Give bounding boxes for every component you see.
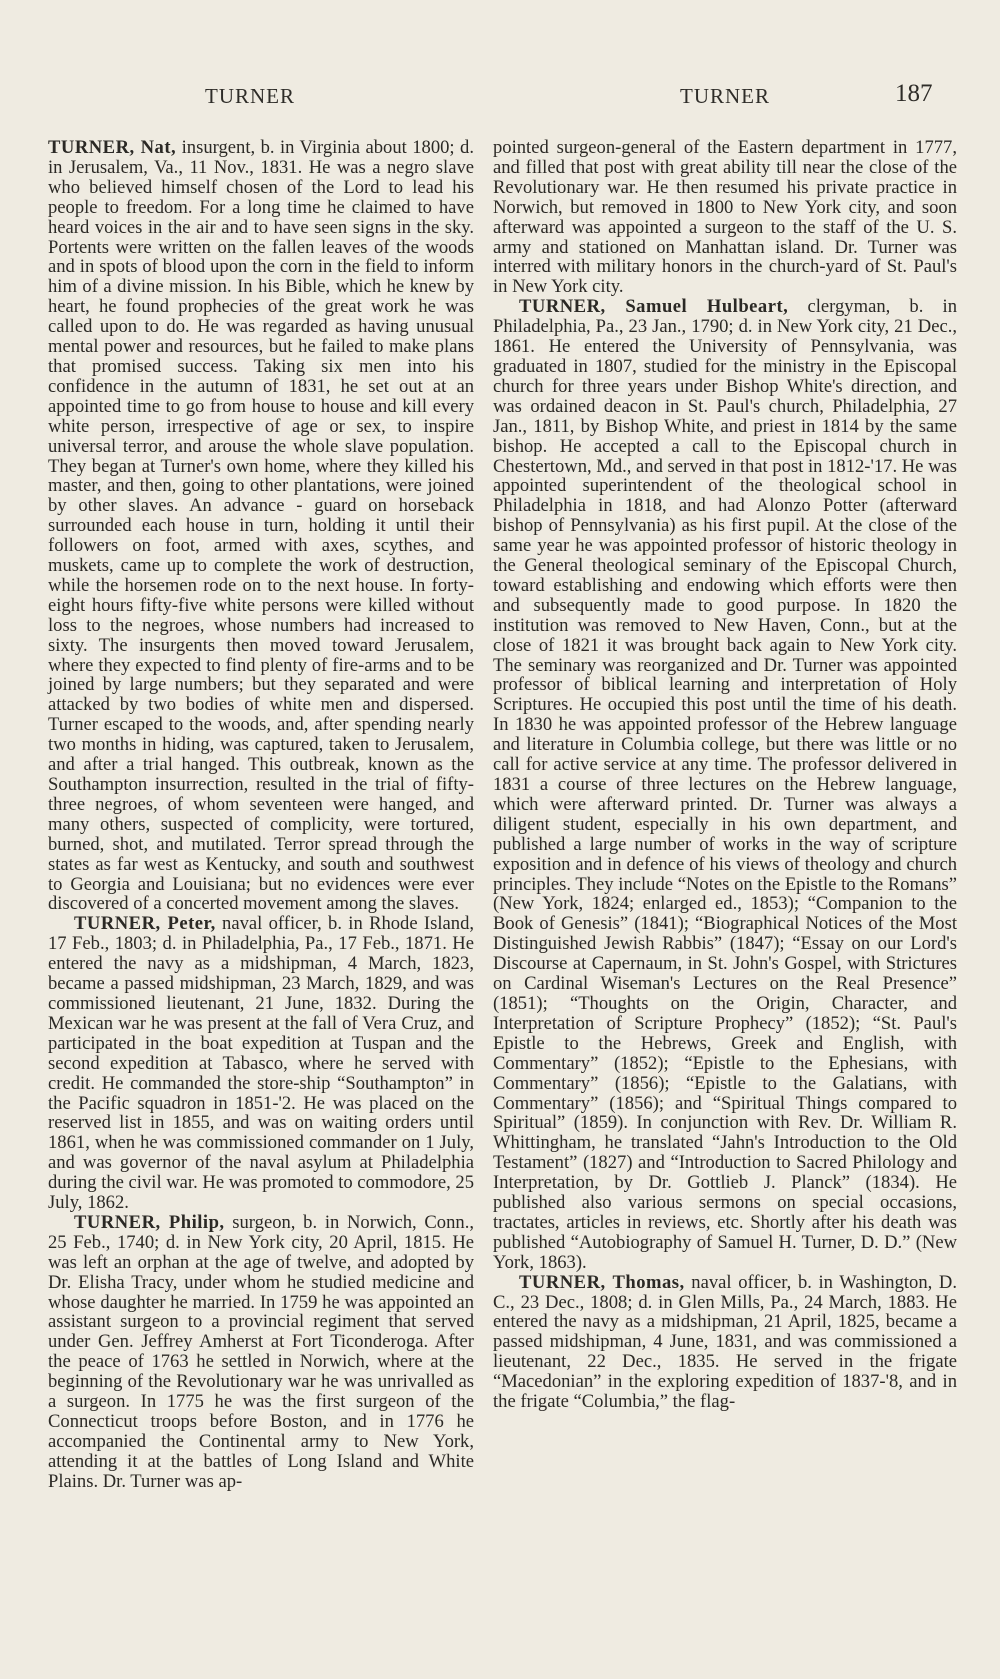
- entry-philip-turner: [48, 1213, 474, 1492]
- entry-peter-turner: [48, 914, 474, 1213]
- entry-thomas-turner: [493, 1273, 957, 1412]
- entry-body: naval officer, b. in Washington, D. C., 23 Dec., 1808; d. in Glen Mills, Pa., 24 March, 1883. He entered the navy as a midshipman, 21 April, 1825, became a passed midshipman, 4 June, 1831, and was commissioned a lieutenant, 22 Dec., 1835. He served in the frigate “Macedonian” in the exploring expedition of 1837-'8, and in the frigate “Columbia,” the flag-: [493, 1271, 957, 1413]
- entry-body: pointed surgeon-general of the Eastern department in 1777, and filled that post with great ability till near the close of the Revolutionary war. He then resumed his private practice in Norwich, but removed in 1800 to New York city, and soon afterward was appointed a surgeon to the staff of the U. S. army and stationed on Manhattan island. Dr. Turner was interred with military honors in the church-yard of St. Paul's in New York city.: [493, 137, 957, 298]
- right-column: [493, 138, 957, 1412]
- page-number: 187: [895, 80, 933, 107]
- entry-heading: TURNER, Thomas,: [519, 1271, 685, 1293]
- running-head-right: TURNER: [680, 84, 770, 108]
- running-head-left: TURNER: [205, 84, 295, 108]
- entry-nat-turner: [48, 138, 474, 914]
- entry-body: naval officer, b. in Rhode Island, 17 Feb., 1803; d. in Philadelphia, Pa., 17 Feb., 1871. He entered the navy as a midshipman, 4 March, 1823, became a passed midshipman, 23 March, 1829, and was commissioned lieutenant, 21 June, 1832. During the Mexican war he was present at the fall of Vera Cruz, and participated in the boat expedition at Tuspan and the second expedition at Tabasco, where he served with credit. He commanded the store-ship “Southampton” in the Pacific squadron in 1851-'2. He was placed on the reserved list in 1855, and was on waiting orders until 1861, when he was commissioned commander on 1 July, and was governor of the naval asylum at Philadelphia during the civil war. He was promoted to commodore, 25 July, 1862.: [48, 913, 475, 1214]
- entry-philip-turner-continued: [493, 138, 957, 297]
- entry-heading: TURNER, Peter,: [74, 913, 216, 935]
- entry-samuel-turner: [493, 297, 957, 1272]
- entry-heading: TURNER, Philip,: [74, 1211, 225, 1233]
- entry-body: clergyman, b. in Philadelphia, Pa., 23 Jan., 1790; d. in New York city, 21 Dec., 1861. He entered the University of Pennsylvania, was graduated in 1807, studied for the ministry in the Episcopal church for three years under Bishop White's direction, and was ordained deacon in St. Paul's church, Philadelphia, 27 Jan., 1811, by Bishop White, and priest in 1814 by the same bishop. He accepted a call to the Episcopal church in Chestertown, Md., and served in that post in 1812-'17. He was appointed superintendent of the theological school in Philadelphia in 1818, and had Alonzo Potter (afterward bishop of Pennsylvania) as his first pupil. At the close of the same year he was appointed professor of historic theology in the General theological seminary of the Episcopal Church, toward establishing and endowing which efforts were then and subsequently made to good purpose. In 1820 the institution was removed to New Haven, Conn., but at the close of 1821 it was brought back again to New York city. The seminary was reorganized and Dr. Turner was appointed professor of biblical learning and interpretation of Holy Scriptures. He occupied this post until the time of his death. In 1830 he was appointed professor of the Hebrew language and literature in Columbia college, but there was little or no call for active service at any time. The professor delivered in 1831 a course of three lectures on the Hebrew language, which were afterward printed. Dr. Turner was always a diligent student, especially in his own department, and published a large number of works in the way of scripture exposition and in defence of his views of theology and church principles. They include “Notes on the Epistle to the Romans” (New York, 1824; enlarged ed., 1853); “Companion to the Book of Genesis” (1841); “Biographical Notices of the Most Distinguished Jewish Rabbis” (1847); “Essay on our Lord's Discourse at Capernaum, in St. John's Gospel, with Strictures on Cardinal Wiseman's Lectures on the Real Presence” (1851); “Thoughts on the Origin, Character, and Interpretation of Scripture Prophecy” (1852); “St. Paul's Epistle to the Hebrews, Greek and English, with Commentary” (1852); “Epistle to the Ephesians, with Commentary” (1856); “Epistle to the Galatians, with Commentary” (1856); and “Spiritual Things compared to Spiritual” (1859). In conjunction with Rev. Dr. William R. Whittingham, he translated “Jahn's Introduction to the Old Testament” (1827) and “Introduction to Sacred Philology and Interpretation, by Dr. Gottlieb J. Planck” (1834). He published also various sermons on special occasions, tractates, articles in reviews, etc. Shortly after his death was published “Autobiography of Samuel H. Turner, D. D.” (New York, 1863).: [493, 296, 957, 1273]
- entry-heading: TURNER, Nat,: [48, 137, 177, 158]
- left-column: [48, 138, 474, 1492]
- entry-body: insurgent, b. in Virginia about 1800; d. in Jerusalem, Va., 11 Nov., 1831. He was a negro slave who believed himself chosen of the Lord to lead his people to freedom. For a long time he claimed to have heard voices in the air and to have seen signs in the sky. Portents were written on the fallen leaves of the woods and in spots of blood upon the corn in the field to inform him of a divine mission. In his Bible, which he knew by heart, he found prophecies of the great work he was called upon to do. He was regarded as having unusual mental power and resources, but he failed to make plans that promised success. Taking six men into his confidence in the autumn of 1831, he set out at an appointed time to go from house to house and kill every white person, irrespective of age or sex, to inspire universal terror, and arouse the whole slave population. They began at Turner's own home, where they killed his master, and then, going to other plantations, were joined by other slaves. An advance - guard on horseback surrounded each house in turn, holding it until their followers on foot, armed with axes, scythes, and muskets, came up to complete the work of destruction, while the horsemen rode on to the next house. In forty-eight hours fifty-five white persons were killed without loss to the negroes, whose numbers had increased to sixty. The insurgents then moved toward Jerusalem, where they expected to find plenty of fire-arms and to be joined by large numbers; but they separated and were attacked by two bodies of white men and dispersed. Turner escaped to the woods, and, after spending nearly two months in hiding, was captured, taken to Jerusalem, and after a trial hanged. This outbreak, known as the Southampton insurrection, resulted in the trial of fifty-three negroes, of whom seventeen were hanged, and many others, suspected of complicity, were tortured, burned, shot, and mutilated. Terror spread through the states as far west as Kentucky, and south and southwest to Georgia and Louisiana; but no evidences were ever discovered of a concerted movement among the slaves.: [48, 137, 474, 915]
- entry-body: surgeon, b. in Norwich, Conn., 25 Feb., 1740; d. in New York city, 20 April, 1815. He was left an orphan at the age of twelve, and adopted by Dr. Elisha Tracy, under whom he studied medicine and whose daughter he married. In 1759 he was appointed an assistant surgeon to a provincial regiment that served under Gen. Jeffrey Amherst at Fort Ticonderoga. After the peace of 1763 he settled in Norwich, where at the beginning of the Revolutionary war he was unrivalled as a surgeon. In 1775 he was the first surgeon of the Connecticut troops before Boston, and in 1776 he accompanied the Continental army to New York, attending it at the battles of Long Island and White Plains. Dr. Turner was ap-: [48, 1211, 474, 1492]
- entry-heading: TURNER, Samuel Hulbeart,: [519, 296, 789, 318]
